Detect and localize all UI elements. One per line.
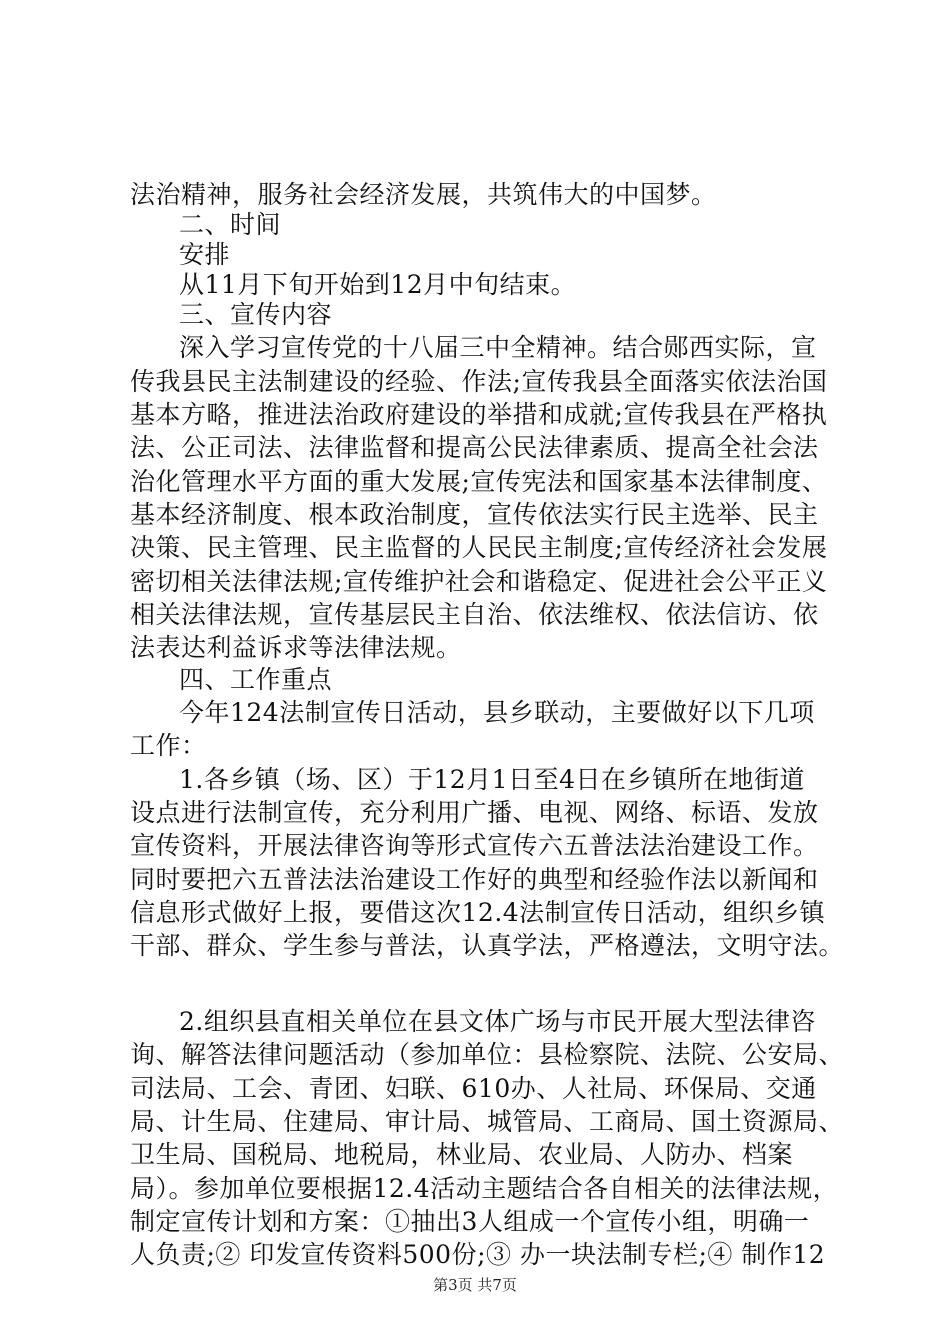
text-line: 宣传资料，开展法律咨询等形式宣传六五普法法治建设工作。: [130, 831, 819, 860]
text-line: 制定宣传计划和方案：①抽出3人组成一个宣传小组，明确一: [130, 1207, 810, 1236]
text-line: 从11月下旬开始到12月中旬结束。: [179, 270, 577, 299]
text-line: 局）。参加单位要根据12.4活动主题结合各自相关的法律法规，: [130, 1174, 839, 1203]
text-line: 深入学习宣传党的十八届三中全精神。结合郧西实际，宣: [179, 333, 817, 362]
text-line: 基本经济制度、根本政治制度，宣传依法实行民主选举、民主: [130, 500, 819, 529]
text-line: 询、解答法律问题活动（参加单位：县检察院、法院、公安局、: [130, 1040, 845, 1069]
text-line: 工作：: [130, 731, 207, 760]
text-line: 安排: [179, 240, 231, 269]
text-line: 1.各乡镇（场、区）于12月1日至4日在乡镇所在地街道: [179, 765, 805, 794]
text-line: 干部、群众、学生参与普法，认真学法，严格遵法，文明守法。: [130, 931, 845, 960]
text-line: 法治精神，服务社会经济发展，共筑伟大的中国梦。: [130, 180, 717, 209]
text-line: 传我县民主法制建设的经验、作法;宣传我县全面落实依法治国: [130, 367, 828, 396]
text-line: 设点进行法制宣传，充分利用广播、电视、网络、标语、发放: [130, 798, 819, 827]
text-line: 基本方略，推进法治政府建设的举措和成就;宣传我县在严格执: [130, 400, 828, 429]
text-line: 信息形式做好上报，要借这次12.4法制宣传日活动，组织乡镇: [130, 898, 826, 927]
text-line: 今年124法制宣传日活动，县乡联动，主要做好以下几项: [179, 698, 815, 727]
text-line: 治化管理水平方面的重大发展;宣传宪法和国家基本法律制度、: [130, 467, 828, 496]
text-line: 法表达利益诉求等法律法规。: [130, 633, 462, 662]
text-line: 同时要把六五普法法治建设工作好的典型和经验作法以新闻和: [130, 865, 819, 894]
text-line: 司法局、工会、青团、妇联、610办、人社局、环保局、交通: [130, 1074, 817, 1103]
text-line: 局、计生局、住建局、审计局、城管局、工商局、国土资源局、: [130, 1107, 845, 1136]
text-line: 相关法律法规，宣传基层民主自治、依法维权、依法信访、依: [130, 600, 819, 629]
section-heading: 二、时间: [179, 210, 282, 239]
text-line: 人负责;② 印发宣传资料500份;③ 办一块法制专栏;④ 制作12: [130, 1240, 826, 1269]
section-heading: 三、宣传内容: [179, 300, 333, 329]
text-line: 密切相关法律法规;宣传维护社会和谐稳定、促进社会公平正义: [130, 567, 828, 596]
text-line: 决策、民主管理、民主监督的人民民主制度;宣传经济社会发展: [130, 533, 828, 562]
text-line: 法、公正司法、法律监督和提高公民法律素质、提高全社会法: [130, 433, 819, 462]
page-footer: 第3页 共7页: [433, 1276, 517, 1294]
text-line: 卫生局、国税局、地税局，林业局、农业局、人防办、档案: [130, 1140, 794, 1169]
text-line: 2.组织县直相关单位在县文体广场与市民开展大型法律咨: [179, 1007, 816, 1036]
section-heading: 四、工作重点: [179, 665, 333, 694]
